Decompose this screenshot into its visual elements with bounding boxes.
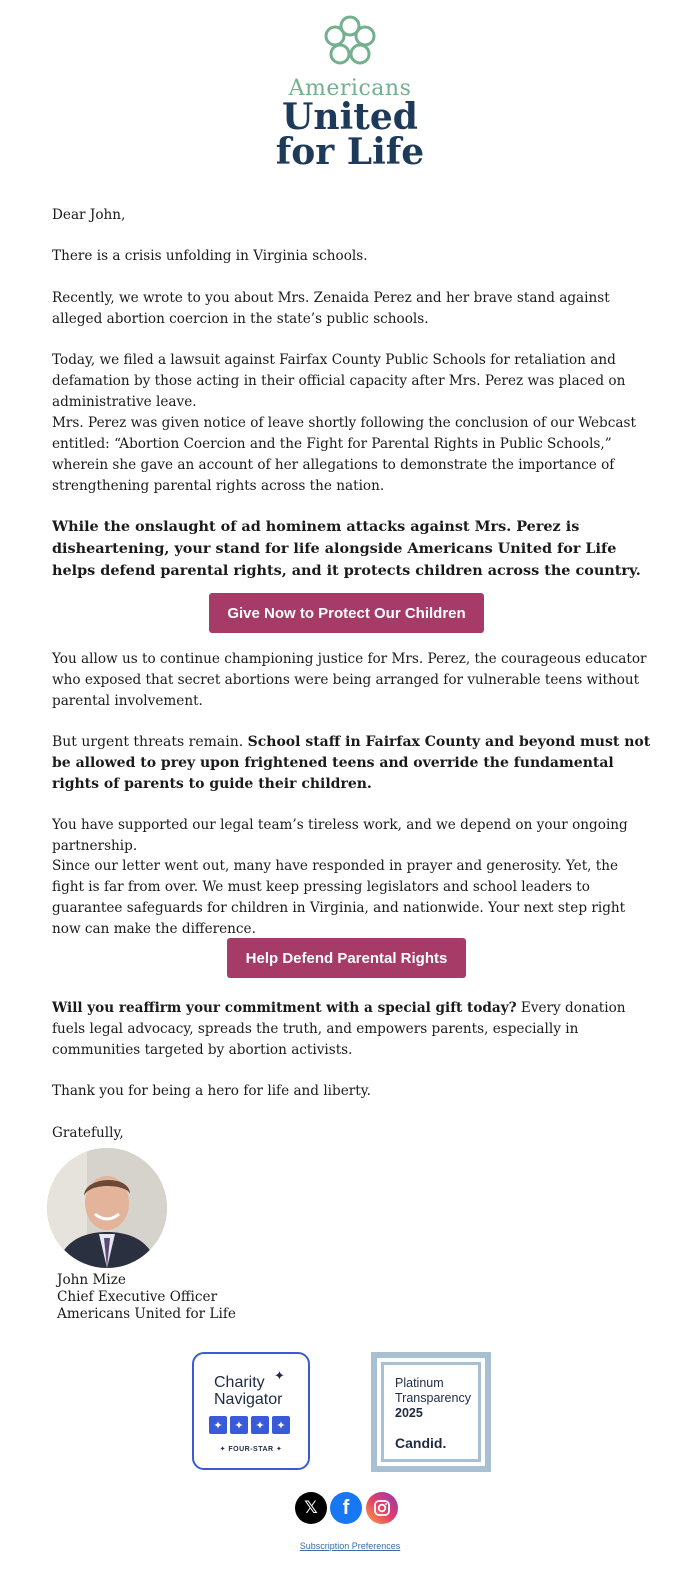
flower-logo-icon (320, 12, 380, 72)
greeting: Dear John, (52, 207, 126, 223)
instagram-glyph (373, 1499, 391, 1517)
avatar (47, 1148, 167, 1268)
give-now-button[interactable]: Give Now to Protect Our Children (209, 593, 484, 633)
closing: Gratefully, (52, 1125, 124, 1141)
star-icon: ✦ (251, 1416, 269, 1434)
charity-rating: ✦ FOUR-STAR ✦ (219, 1446, 283, 1453)
help-defend-button[interactable]: Help Defend Parental Rights (227, 938, 466, 978)
charity-rating-text: FOUR-STAR (228, 1446, 274, 1453)
signature-title: Chief Executive Officer (57, 1289, 218, 1305)
paragraph-3: Today, we filed a lawsuit against Fairfax County Public Schools for retaliation and defamation by those acting in their official capacity after Mrs. Perez was placed on administrative leave. (52, 352, 626, 410)
x-icon[interactable]: 𝕏 (295, 1492, 327, 1524)
instagram-icon[interactable] (366, 1492, 398, 1524)
candid-brand: Candid. (395, 1435, 447, 1451)
paragraph-2: Recently, we wrote to you about Mrs. Zenaida Perez and her brave stand against alleged abortion coercion in the state’s public schools. (52, 290, 610, 327)
facebook-icon[interactable]: f (330, 1492, 362, 1524)
subscription-preferences-link[interactable]: Subscription Preferences (299, 1541, 401, 1551)
signature-org: Americans United for Life (57, 1306, 236, 1322)
charity-navigator-badge[interactable] (192, 1352, 310, 1470)
candid-line-2: Transparency (395, 1391, 471, 1405)
star-rating (209, 1416, 290, 1434)
person-portrait-icon (47, 1148, 167, 1268)
brand-line-3: for Life (275, 131, 425, 173)
star-icon: ✦ (230, 1416, 248, 1434)
candid-text (395, 1376, 471, 1421)
paragraph-8: You have supported our legal team’s tireless work, and we depend on your ongoing partnership. (52, 817, 628, 854)
brand-line-1: Americans (288, 76, 412, 101)
paragraph-4: Mrs. Perez was given notice of leave shortly following the conclusion of our Webcast entitled: “Abortion Coercion and the Fight for Parental Rights in Public Schools,” wherein she gave an account of her allegations to demonstrate the importance of strengthening parental rights across the nation. (52, 415, 636, 494)
candid-line-1: Platinum (395, 1376, 444, 1390)
sparkle-icon: ✦ (274, 1368, 285, 1383)
charity-line-1: Charity (214, 1374, 265, 1391)
charity-line-2: Navigator (214, 1391, 283, 1408)
paragraph-9: Since our letter went out, many have responded in prayer and generosity. Yet, the fight is far from over. We must keep pressing legislators and school leaders to guarantee safeguards for children in Virginia, and nationwide. Your next step right now can make the difference. (52, 858, 626, 937)
candid-year: 2025 (395, 1406, 423, 1420)
candid-badge[interactable] (371, 1352, 491, 1472)
paragraph-7-bold: School staff in Fairfax County and beyond must not be allowed to prey upon frightened teens and override the fundamental rights of parents to guide their children. (52, 734, 651, 792)
paragraph-1: There is a crisis unfolding in Virginia schools. (52, 248, 368, 264)
signature-name: John Mize (57, 1272, 126, 1288)
candid-inner-frame (381, 1362, 481, 1462)
star-icon: ✦ (272, 1416, 290, 1434)
charity-navigator-title (214, 1374, 282, 1408)
paragraph-6: You allow us to continue championing justice for Mrs. Perez, the courageous educator who exposed that secret abortions were being arranged for vulnerable teens without parental involvement. (52, 651, 647, 709)
paragraph-7 (52, 732, 652, 795)
logo (0, 12, 700, 72)
paragraph-7-lead: But urgent threats remain. (52, 734, 248, 750)
paragraph-11: Thank you for being a hero for life and liberty. (52, 1083, 371, 1099)
paragraph-10 (52, 998, 652, 1061)
brand-line-2: United (282, 96, 418, 138)
paragraph-10-rest: Every donation fuels legal advocacy, spreads the truth, and empowers parents, especially in communities targeted by abortion activists. (52, 1000, 626, 1058)
paragraph-10-bold: Will you reaffirm your commitment with a special gift today? (52, 1000, 517, 1016)
paragraph-5-bold: While the onslaught of ad hominem attacks against Mrs. Perez is disheartening, your stand for life alongside Americans United for Life helps defend parental rights, and it protects children across the country. (52, 518, 641, 579)
star-icon: ✦ (209, 1416, 227, 1434)
